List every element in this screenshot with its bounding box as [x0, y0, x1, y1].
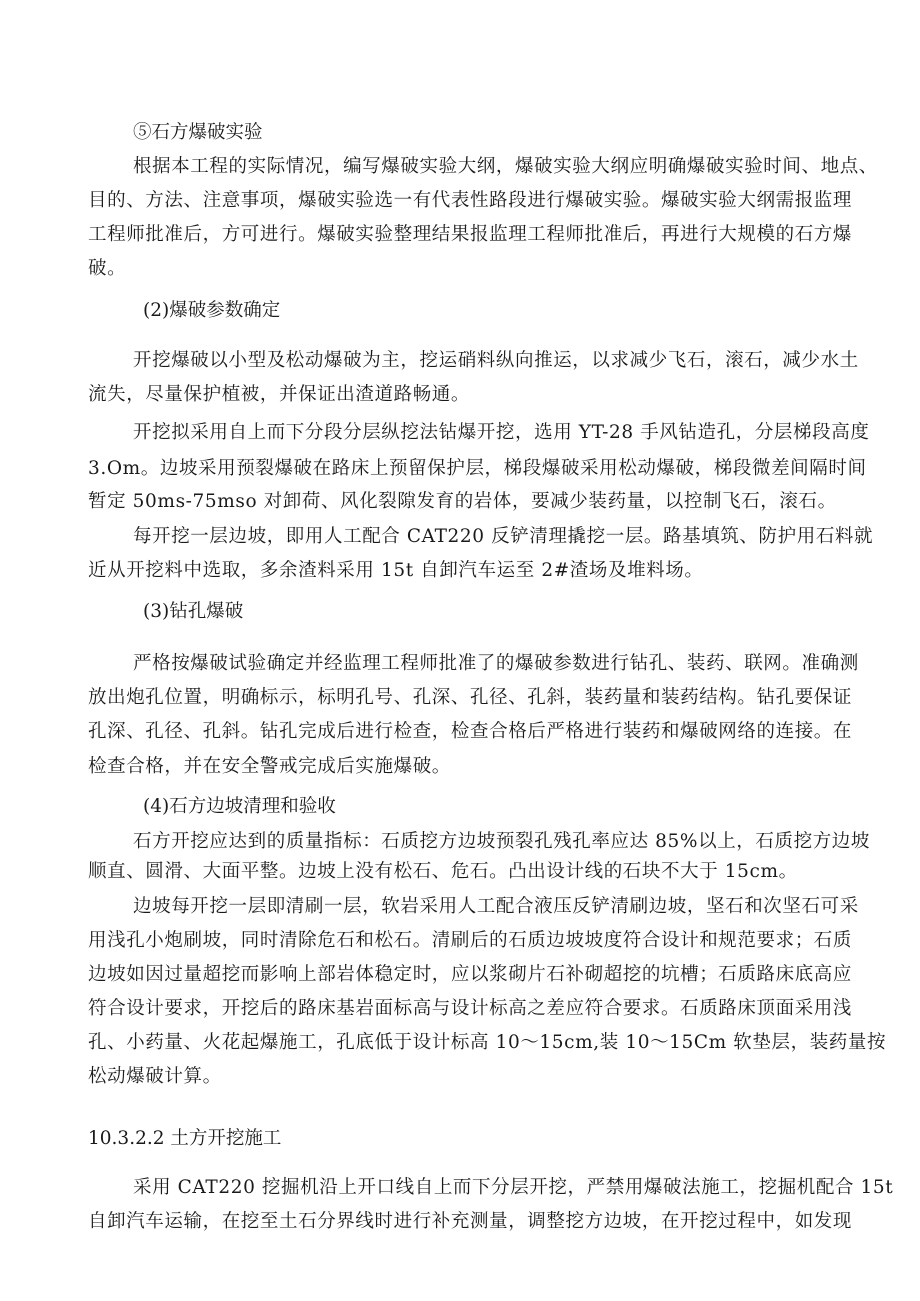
paragraph-line: 用浅孔小炮刷坡，同时清除危石和松石。清刷后的石质边坡坡度符合设计和规范要求；石质: [88, 930, 853, 951]
paragraph-line: 严格按爆破试验确定并经监理工程师批准了的爆破参数进行钻孔、装药、联网。准确测: [133, 653, 859, 674]
section-heading: (3)钻孔爆破: [143, 601, 244, 622]
paragraph-line: 边坡如因过量超挖而影响上部岩体稳定时，应以浆砌片石补砌超挖的坑槽；石质路床底高应: [88, 964, 853, 985]
paragraph-line: 3.Om。边坡采用预裂爆破在路床上预留保护层，梯段爆破采用松动爆破，梯段微差间隔时间: [88, 458, 867, 479]
paragraph-line: 孔、小药量、火花起爆施工，孔底低于设计标高 10～15cm,装 10～15Cm 软垫层，装药量按: [88, 1032, 887, 1053]
paragraph-line: 暂定 50ms-75mso 对卸荷、风化裂隙发育的岩体，要减少装药量，以控制飞石，滚石。: [88, 491, 837, 512]
section-heading: ⑤石方爆破实验: [133, 122, 263, 143]
section-heading: 10.3.2.2 土方开挖施工: [88, 1128, 282, 1149]
paragraph-line: 根据本工程的实际情况，编写爆破实验大纲，爆破实验大纲应明确爆破实验时间、地点、: [133, 156, 878, 177]
paragraph-line: 检查合格，并在安全警戒完成后实施爆破。: [88, 756, 451, 777]
paragraph-line: 采用 CAT220 挖掘机沿上开口线自上而下分层开挖，严禁用爆破法施工，挖掘机配合 15t: [133, 1177, 894, 1198]
section-heading: (4)石方边坡清理和验收: [143, 796, 336, 817]
paragraph-line: 流失，尽量保护植被，并保证出渣道路畅通。: [88, 384, 471, 405]
paragraph-line: 松动爆破计算。: [88, 1066, 222, 1087]
paragraph-line: 自卸汽车运输，在挖至土石分界线时进行补充测量，调整挖方边坡，在开挖过程中，如发现: [88, 1211, 853, 1232]
paragraph-line: 近从开挖料中选取，多余渣料采用 15t 自卸汽车运至 2#渣场及堆料场。: [88, 560, 704, 581]
paragraph-line: 破。: [88, 258, 127, 279]
paragraph-line: 符合设计要求，开挖后的路床基岩面标高与设计标高之差应符合要求。石质路床顶面采用浅: [88, 998, 853, 1019]
paragraph-line: 石方开挖应达到的质量指标：石质挖方边坡预裂孔残孔率应达 85%以上，石质挖方边坡: [133, 831, 871, 852]
paragraph-line: 工程师批准后，方可进行。爆破实验整理结果报监理工程师批准后，再进行大规模的石方爆: [88, 224, 853, 245]
paragraph-line: 顺直、圆滑、大面平整。边坡上没有松石、危石。凸出设计线的石块不大于 15cm。: [88, 861, 798, 882]
paragraph-line: 边坡每开挖一层即清刷一层，软岩采用人工配合液压反铲清刷边坡，坚石和次坚石可采: [133, 896, 859, 917]
paragraph-line: 放出炮孔位置，明确标示，标明孔号、孔深、孔径、孔斜，装药量和装药结构。钻孔要保证: [88, 687, 853, 708]
paragraph-line: 孔深、孔径、孔斜。钻孔完成后进行检查，检查合格后严格进行装药和爆破网络的连接。在: [88, 721, 853, 742]
paragraph-line: 每开挖一层边坡，即用人工配合 CAT220 反铲清理撬挖一层。路基填筑、防护用石料就: [133, 526, 874, 547]
paragraph-line: 开挖拟采用自上而下分段分层纵挖法钻爆开挖，选用 YT-28 手风钻造孔，分层梯段高度: [133, 422, 870, 443]
section-heading: (2)爆破参数确定: [143, 300, 281, 321]
paragraph-line: 开挖爆破以小型及松动爆破为主，挖运硝料纵向推运，以求减少飞石，滚石，减少水土: [133, 350, 859, 371]
paragraph-line: 目的、方法、注意事项，爆破实验选一有代表性路段进行爆破实验。爆破实验大纲需报监理: [88, 190, 853, 211]
